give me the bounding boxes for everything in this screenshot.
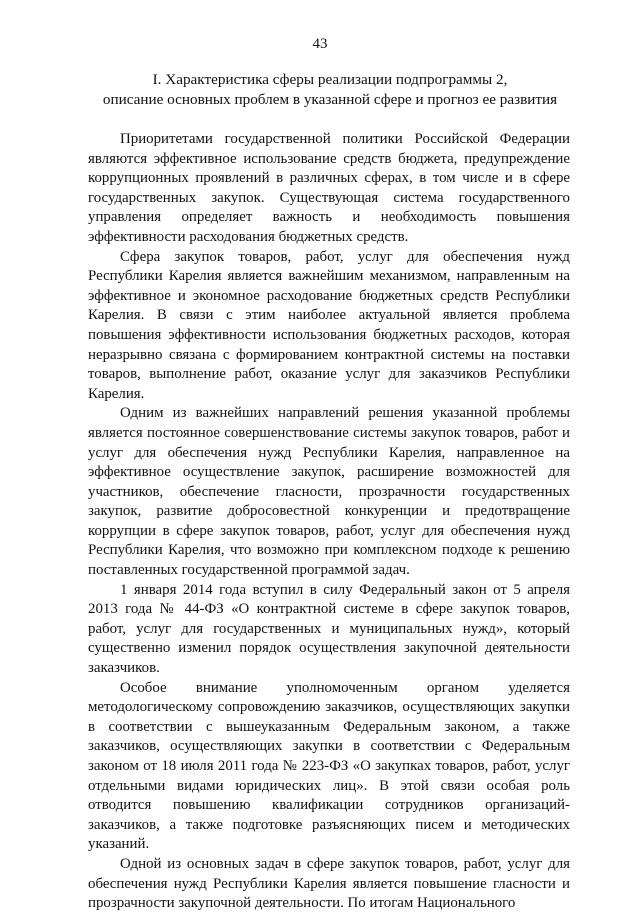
paragraph: Особое внимание уполномоченным органом уделяется методологическому сопровождению заказчиков, осуществляющих закупки в соответствии с вышеуказанным Федеральным законом, а также заказчиков, осуществляющих закупки в соответствии с Федеральным законом от 18 июля 2011 года № 223-ФЗ «О закупках товаров, работ, услуг отдельными видами юридических лиц». В этой связи особая роль отводится повышению квалификации сотрудников организаций-заказчиков, а также подготовке разъясняющих писем и методических указаний. xyxy=(88,679,570,853)
paragraph: 1 января 2014 года вступил в силу Федеральный закон от 5 апреля 2013 года № 44-ФЗ «О контрактной системе в сфере закупок товаров, работ, услуг для государственных и муниципальных нужд», который существенно изменил порядок осуществления закупочной деятельности заказчиков. xyxy=(88,581,570,677)
paragraph: Одной из основных задач в сфере закупок товаров, работ, услуг для обеспечения нужд Республики Карелия является повышение гласности и прозрачности закупочной деятельности. По итогам Национального xyxy=(88,855,570,912)
paragraph: Одним из важнейших направлений решения указанной проблемы является постоянное совершенствование системы закупок товаров, работ и услуг для обеспечения нужд Республики Карелия, направленное на эффективное осуществление закупок, расширение возможностей для участников, обеспечение гласности, прозрачности государственных закупок, развитие добросовестной конкуренции и предотвращение коррупции в сфере закупок товаров, работ, услуг для обеспечения нужд Республики Карелия, что возможно при комплексном подходе к решению поставленных государственной программой задач. xyxy=(88,405,570,579)
heading-line-1: I. Характеристика сферы реализации подпрограммы 2, xyxy=(152,71,508,88)
heading-line-2: описание основных проблем в указанной сфере и прогноз ее развития xyxy=(102,91,558,108)
paragraph: Сфера закупок товаров, работ, услуг для обеспечения нужд Республики Карелия является важнейшим механизмом, направленным на эффективное и экономное расходование бюджетных средств Республики Карелия. В связи с этим наиболее актуальной является проблема повышения эффективности использования бюджетных расходов, которая неразрывно связана с формированием контрактной системы на поставки товаров, выполнение работ, оказание услуг для заказчиков Республики Карелия. xyxy=(88,248,570,402)
paragraph: Приоритетами государственной политики Российской Федерации являются эффективное использование средств бюджета, предупреждение коррупционных проявлений в различных сферах, в том числе и в сфере государственных закупок. Существующая система государственного управления определяет важность и необходимость повышения эффективности расходования бюджетных средств. xyxy=(88,131,570,245)
section-heading xyxy=(60,70,600,110)
body-text xyxy=(88,130,570,914)
page-number: 43 xyxy=(312,36,328,52)
